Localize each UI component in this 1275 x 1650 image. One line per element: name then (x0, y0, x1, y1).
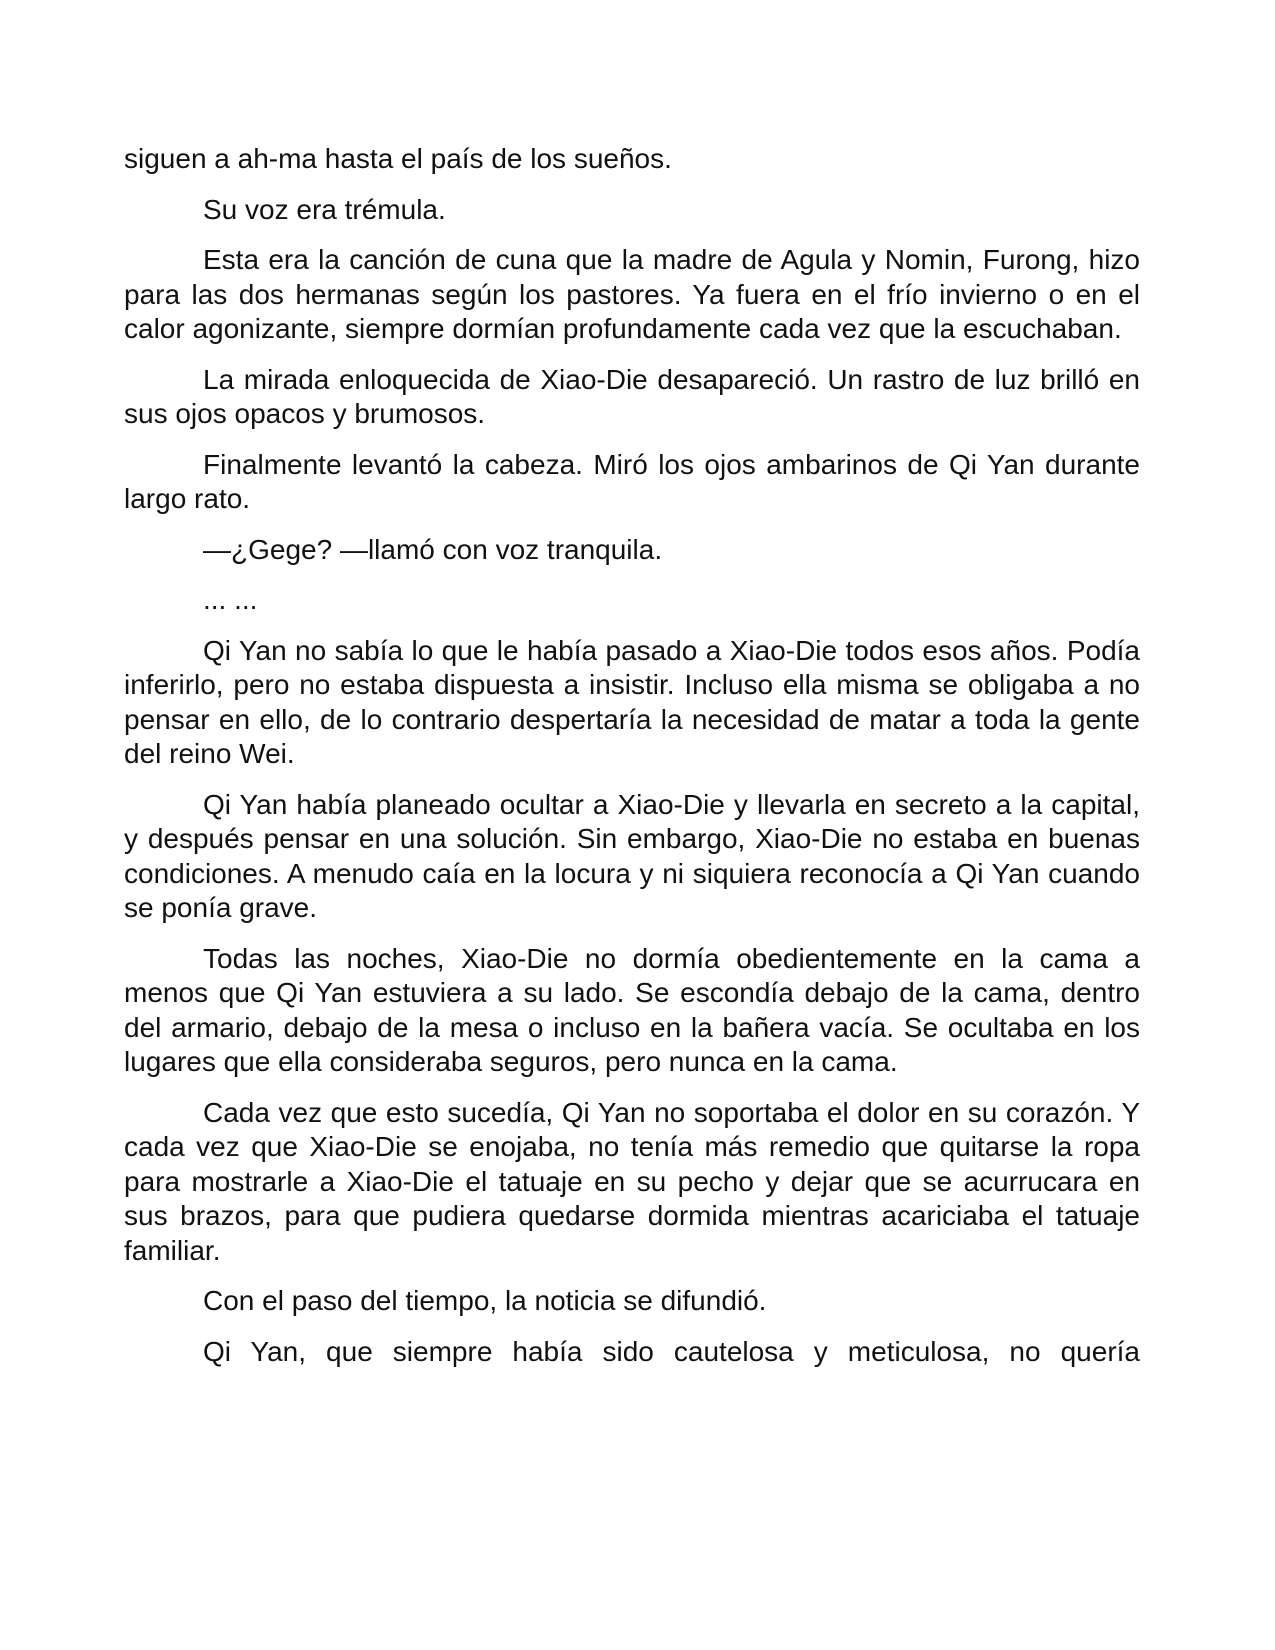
paragraph: Qi Yan no sabía lo que le había pasado a Xiao-Die todos esos años. Podía inferirlo, pero no estaba dispuesta a insistir. Incluso ella misma se obligaba a no pensar en ello, de lo contrario despertaría la necesidad de matar a toda la gente del reino Wei. (124, 634, 1140, 769)
paragraph: Qi Yan, que siempre había sido cautelosa y meticulosa, no quería (203, 1335, 1140, 1367)
document-page (124, 142, 1140, 1385)
paragraph: La mirada enloquecida de Xiao-Die desapareció. Un rastro de luz brilló en sus ojos opacos y brumosos. (124, 363, 1140, 429)
paragraph: ... ... (203, 584, 258, 615)
paragraph: Con el paso del tiempo, la noticia se difundió. (203, 1285, 767, 1316)
paragraph: —¿Gege? —llamó con voz tranquila. (203, 533, 663, 565)
paragraph: Qi Yan había planeado ocultar a Xiao-Die y llevarla en secreto a la capital, y después pensar en una solución. Sin embargo, Xiao-Die no estaba en buenas condiciones. A menudo caía en la locura y ni siquiera reconocía a Qi Yan cuando se ponía grave. (124, 788, 1140, 923)
paragraph: siguen a ah-ma hasta el país de los sueños. (124, 143, 672, 174)
paragraph: Cada vez que esto sucedía, Qi Yan no soportaba el dolor en su corazón. Y cada vez que Xiao-Die se enojaba, no tenía más remedio que quitarse la ropa para mostrarle a Xiao-Die el tatuaje en su pecho y dejar que se acurrucara en sus brazos, para que pudiera quedarse dormida mientras acariciaba el tatuaje familiar. (124, 1096, 1140, 1266)
paragraph: Todas las noches, Xiao-Die no dormía obedientemente en la cama a menos que Qi Yan estuviera a su lado. Se escondía debajo de la cama, dentro del armario, debajo de la mesa o incluso en la bañera vacía. Se ocultaba en los lugares que ella consideraba seguros, pero nunca en la cama. (124, 942, 1140, 1077)
paragraph: Esta era la canción de cuna que la madre de Agula y Nomin, Furong, hizo para las dos hermanas según los pastores. Ya fuera en el frío invierno o en el calor agonizante, siempre dormían profundamente cada vez que la escuchaban. (124, 244, 1140, 344)
paragraph: Su voz era trémula. (203, 193, 446, 225)
paragraph: Finalmente levantó la cabeza. Miró los ojos ambarinos de Qi Yan durante largo rato. (124, 448, 1140, 514)
